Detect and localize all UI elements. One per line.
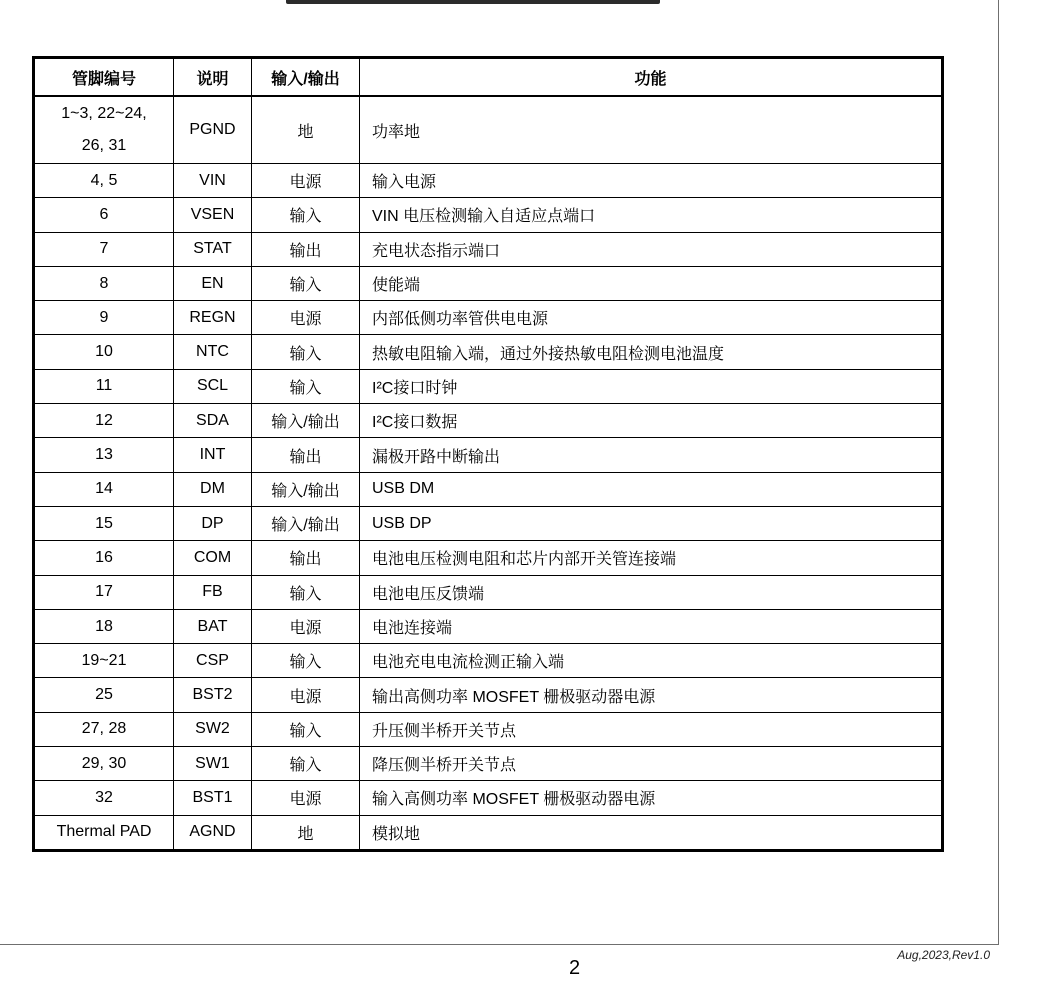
pin-io-cell: 电源 — [252, 164, 360, 198]
pin-io-cell: 输入/输出 — [252, 472, 360, 506]
pin-io-cell: 输入 — [252, 266, 360, 300]
header-io: 输入/输出 — [252, 58, 360, 97]
pin-function-cell: 电池充电电流检测正输入端 — [360, 644, 943, 678]
table-row — [34, 369, 943, 403]
pin-function-cell: 升压侧半桥开关节点 — [360, 712, 943, 746]
pin-function-table — [32, 56, 944, 852]
table-row — [34, 541, 943, 575]
pin-number-cell: 10 — [34, 335, 174, 369]
pin-function-cell: VIN 电压检测输入自适应点端口 — [360, 198, 943, 232]
pin-io-cell: 输入/输出 — [252, 404, 360, 438]
table-row — [34, 506, 943, 540]
pin-function-cell: 使能端 — [360, 266, 943, 300]
page-right-border — [998, 0, 999, 945]
pin-number-cell: 11 — [34, 369, 174, 403]
pin-name-cell: FB — [174, 575, 252, 609]
pin-io-cell: 地 — [252, 815, 360, 850]
table-row — [34, 712, 943, 746]
pin-name-cell: VSEN — [174, 198, 252, 232]
pin-function-cell: USB DP — [360, 506, 943, 540]
pin-function-cell: 模拟地 — [360, 815, 943, 850]
table-row — [34, 644, 943, 678]
table-row — [34, 678, 943, 712]
pin-name-cell: INT — [174, 438, 252, 472]
pin-function-cell: 内部低侧功率管供电电源 — [360, 301, 943, 335]
pin-io-cell: 输出 — [252, 541, 360, 575]
table-row — [34, 575, 943, 609]
pin-name-cell: SW1 — [174, 747, 252, 781]
pin-name-cell: SW2 — [174, 712, 252, 746]
pin-name-cell: DM — [174, 472, 252, 506]
pin-number-cell: 12 — [34, 404, 174, 438]
pin-io-cell: 地 — [252, 96, 360, 164]
pin-number-cell: 13 — [34, 438, 174, 472]
pin-name-cell: BAT — [174, 609, 252, 643]
pin-io-cell: 电源 — [252, 781, 360, 815]
table-row — [34, 232, 943, 266]
pin-number-cell: 9 — [34, 301, 174, 335]
table-row — [34, 164, 943, 198]
pin-name-cell: COM — [174, 541, 252, 575]
pin-number-cell: 8 — [34, 266, 174, 300]
table-row — [34, 781, 943, 815]
pin-name-cell: SDA — [174, 404, 252, 438]
table-row — [34, 404, 943, 438]
table-row — [34, 96, 943, 164]
pin-name-cell: BST2 — [174, 678, 252, 712]
pin-function-cell: 降压侧半桥开关节点 — [360, 747, 943, 781]
pin-function-cell: I²C接口时钟 — [360, 369, 943, 403]
pin-number-cell: 25 — [34, 678, 174, 712]
document-version: Aug,2023,Rev1.0 — [897, 948, 990, 962]
table-row — [34, 335, 943, 369]
table-row — [34, 198, 943, 232]
pin-name-cell: PGND — [174, 96, 252, 164]
pin-io-cell: 输入 — [252, 747, 360, 781]
pin-number-cell: 32 — [34, 781, 174, 815]
page-number: 2 — [569, 957, 581, 979]
table-row — [34, 609, 943, 643]
pin-function-cell: 电池连接端 — [360, 609, 943, 643]
pin-io-cell: 电源 — [252, 678, 360, 712]
pin-io-cell: 输入/输出 — [252, 506, 360, 540]
pin-number-cell — [34, 96, 174, 164]
pin-name-cell: NTC — [174, 335, 252, 369]
pin-number-line: 1~3, 22~24, — [61, 105, 147, 122]
pin-io-cell: 输入 — [252, 369, 360, 403]
pin-io-cell: 输出 — [252, 438, 360, 472]
pin-function-cell: 功率地 — [360, 96, 943, 164]
pin-number-cell: 6 — [34, 198, 174, 232]
pin-io-cell: 电源 — [252, 301, 360, 335]
pin-function-cell: USB DM — [360, 472, 943, 506]
table-row — [34, 747, 943, 781]
pin-function-cell: 输入高侧功率 MOSFET 栅极驱动器电源 — [360, 781, 943, 815]
table-body — [34, 96, 943, 850]
pin-function-cell: 输出高侧功率 MOSFET 栅极驱动器电源 — [360, 678, 943, 712]
pin-function-cell: 漏极开路中断输出 — [360, 438, 943, 472]
pin-name-cell: VIN — [174, 164, 252, 198]
header-function: 功能 — [360, 58, 943, 97]
pin-function-cell: I²C接口数据 — [360, 404, 943, 438]
pin-io-cell: 输入 — [252, 575, 360, 609]
table-row — [34, 266, 943, 300]
pin-name-cell: DP — [174, 506, 252, 540]
table-header-row — [34, 58, 943, 97]
table-row — [34, 815, 943, 850]
pin-function-cell: 输入电源 — [360, 164, 943, 198]
pin-number-cell: 15 — [34, 506, 174, 540]
pin-number-cell: 29, 30 — [34, 747, 174, 781]
pin-io-cell: 输出 — [252, 232, 360, 266]
pin-function-cell: 电池电压检测电阻和芯片内部开关管连接端 — [360, 541, 943, 575]
table-row — [34, 301, 943, 335]
pin-number-line: 26, 31 — [81, 137, 127, 154]
pin-number-cell: 18 — [34, 609, 174, 643]
pin-number-cell: 7 — [34, 232, 174, 266]
pin-name-cell: STAT — [174, 232, 252, 266]
pin-function-cell: 充电状态指示端口 — [360, 232, 943, 266]
pin-number-cell: 17 — [34, 575, 174, 609]
pin-number-cell: 14 — [34, 472, 174, 506]
pin-name-cell: AGND — [174, 815, 252, 850]
pin-name-cell: BST1 — [174, 781, 252, 815]
header-description: 说明 — [174, 58, 252, 97]
pin-name-cell: SCL — [174, 369, 252, 403]
pin-function-cell: 热敏电阻输入端，通过外接热敏电阻检测电池温度 — [360, 335, 943, 369]
pin-io-cell: 输入 — [252, 644, 360, 678]
pin-name-cell: REGN — [174, 301, 252, 335]
pin-io-cell: 输入 — [252, 712, 360, 746]
pin-io-cell: 电源 — [252, 609, 360, 643]
header-pin-number: 管脚编号 — [34, 58, 174, 97]
table-row — [34, 472, 943, 506]
pin-number-cell: 27, 28 — [34, 712, 174, 746]
top-header-bar — [286, 0, 660, 4]
pin-name-cell: EN — [174, 266, 252, 300]
table-row — [34, 438, 943, 472]
pin-name-cell: CSP — [174, 644, 252, 678]
pin-io-cell: 输入 — [252, 198, 360, 232]
footer-divider — [0, 944, 999, 945]
pin-number-cell: 4, 5 — [34, 164, 174, 198]
pin-number-cell: 16 — [34, 541, 174, 575]
pin-number-cell: Thermal PAD — [34, 815, 174, 850]
pin-io-cell: 输入 — [252, 335, 360, 369]
pin-function-cell: 电池电压反馈端 — [360, 575, 943, 609]
pin-number-cell: 19~21 — [34, 644, 174, 678]
